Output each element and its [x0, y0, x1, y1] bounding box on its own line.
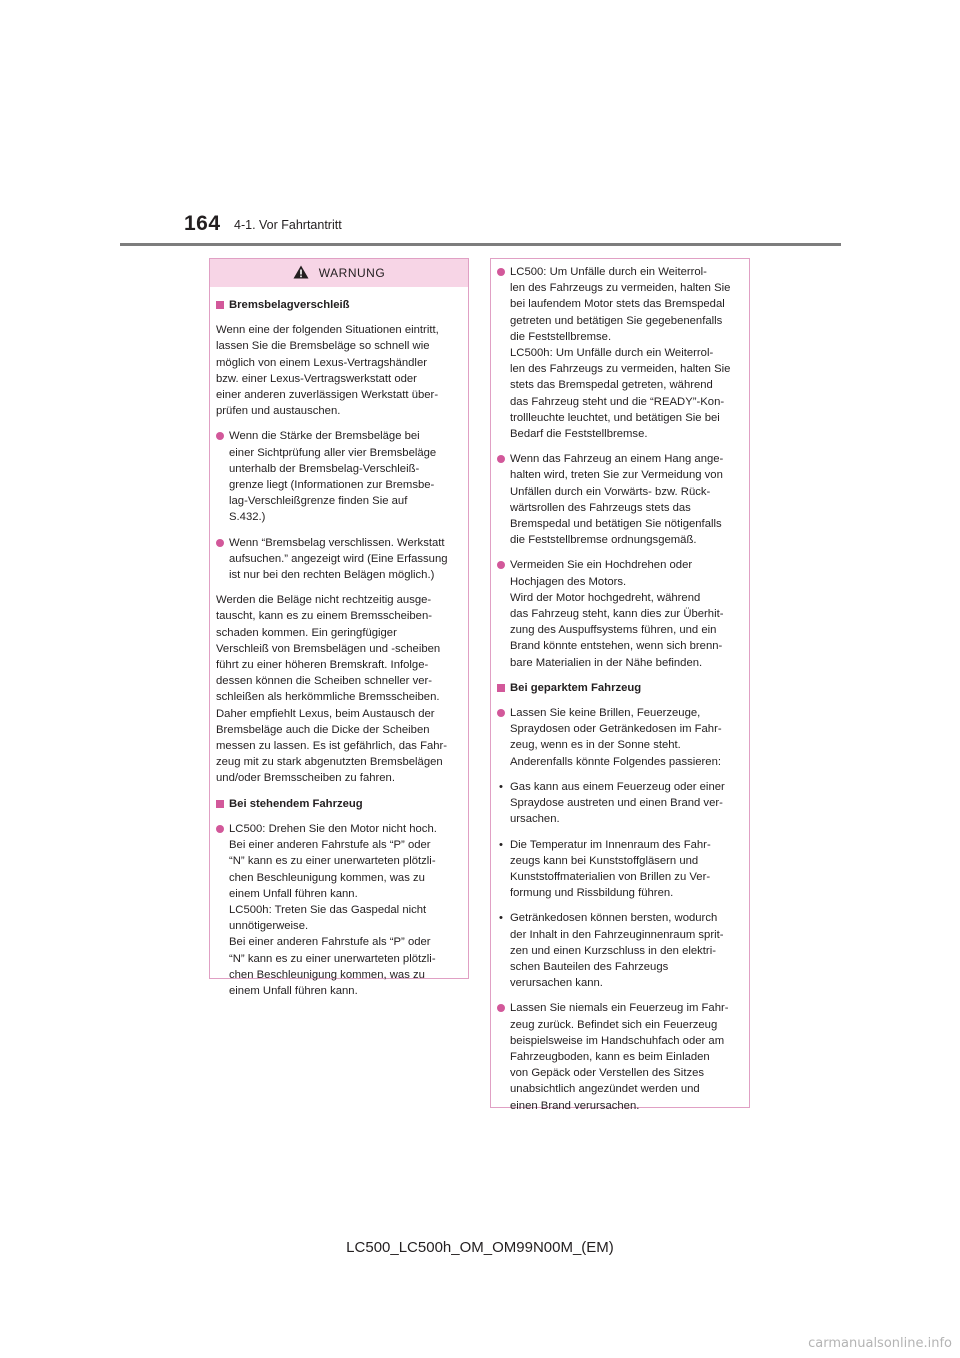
text-line: Spraydose austreten und einen Brand ver- [510, 797, 723, 810]
text-line: Hochjagen des Motors. [510, 575, 627, 588]
text-line: Wenn eine der folgenden Situationen eintritt, [216, 324, 439, 337]
text-line: Brand könnte entstehen, wenn sich brenn- [510, 640, 723, 653]
paragraph [216, 592, 462, 786]
text-line: Wenn die Stärke der Bremsbeläge bei [229, 430, 420, 443]
text-line: zeug, wenn es in der Sonne steht. [510, 739, 681, 752]
text-line: ursachen. [510, 813, 560, 826]
text-line: ist nur bei den rechten Belägen möglich.) [229, 569, 435, 582]
sub-bullet-item [497, 910, 743, 991]
text-line: schleißen als herkömmliche Bremsscheiben. [216, 691, 440, 704]
text-line: Wenn das Fahrzeug an einem Hang ange- [510, 453, 724, 466]
text-line: Unfällen durch ein Vorwärts- bzw. Rück- [510, 485, 711, 498]
text-line: unnötigerweise. [229, 920, 309, 933]
text-line: möglich von einem Lexus-Vertragshändler [216, 356, 427, 369]
text-line: Daher empfiehlt Lexus, beim Austausch der [216, 707, 435, 720]
text-line: unterhalb der Bremsbelag-Verschleiß- [229, 462, 420, 475]
text-line: einem Unfall führen kann. [229, 984, 358, 997]
sub-bullet-item [497, 779, 743, 828]
text-line: zen und einen Kurzschluss in den elektri- [510, 944, 716, 957]
text-line: Werden die Beläge nicht rechtzeitig ausge- [216, 594, 432, 607]
bullet-item [216, 535, 462, 584]
round-bullet-icon [497, 709, 505, 717]
text-line: Bei einer anderen Fahrstufe als “P” oder [229, 936, 431, 949]
text-line: bare Materialien in der Nähe befinden. [510, 656, 703, 669]
round-bullet-icon [497, 455, 505, 463]
bullet-item [497, 451, 743, 548]
text-line: zeug mit zu stark abgenutzten Bremsbelägen [216, 756, 443, 769]
round-bullet-icon [216, 825, 224, 833]
small-dot-icon: • [499, 912, 503, 925]
text-line: formung und Rissbildung führen. [510, 887, 674, 900]
text-line: chen Beschleunigung kommen, was zu [229, 871, 425, 884]
bullet-item [497, 705, 743, 770]
text-line: verursachen kann. [510, 977, 603, 990]
text-line: len des Fahrzeugs zu vermeiden, halten Sie [510, 282, 731, 295]
text-line: aufsuchen.” angezeigt wird (Eine Erfassung [229, 552, 448, 565]
text-line: trollleuchte leuchtet, und betätigen Sie bei [510, 411, 720, 424]
text-line: schen Bauteilen des Fahrzeugs [510, 960, 669, 973]
warning-content-right [491, 259, 749, 1114]
text-line: lassen Sie die Bremsbeläge so schnell wie [216, 340, 430, 353]
warning-triangle-icon [293, 265, 309, 282]
square-bullet-icon [497, 684, 505, 692]
text-line: schaden kommen. Ein geringfügiger [216, 626, 397, 639]
text-line: Bei einer anderen Fahrstufe als “P” oder [229, 839, 431, 852]
text-line: “N” kann es zu einer unerwarteten plötzli- [229, 855, 436, 868]
text-line: und/oder Bremsscheiben zu fahren. [216, 772, 395, 785]
text-line: S.432.) [229, 511, 266, 524]
bullet-item [497, 264, 743, 442]
text-line: der Inhalt in den Fahrzeuginnenraum sprit- [510, 928, 724, 941]
text-line: messen zu lassen. Es ist gefährlich, das Fahr- [216, 740, 448, 753]
subheading-parked: Bei geparktem Fahrzeug [497, 680, 743, 696]
text-line: Anderenfalls könnte Folgendes passieren: [510, 755, 722, 768]
warning-box-left [209, 258, 469, 997]
text-line: beispielsweise im Handschuhfach oder am [510, 1034, 725, 1047]
text-line: Gas kann aus einem Feuerzeug oder einer [510, 780, 725, 793]
round-bullet-icon [497, 561, 505, 569]
text-line: “N” kann es zu einer unerwarteten plötzli- [229, 952, 436, 965]
text-line: Getränkedosen können bersten, wodurch [510, 912, 718, 925]
text-line: Lassen Sie niemals ein Feuerzeug im Fahr- [510, 1002, 729, 1015]
text-line: einer Sichtprüfung aller vier Bremsbeläge [229, 446, 437, 459]
bullet-item [216, 428, 462, 525]
text-line: die Feststellbremse. [510, 330, 612, 343]
text-line: prüfen und austauschen. [216, 405, 341, 418]
text-line: zeug zurück. Befindet sich ein Feuerzeug [510, 1018, 718, 1031]
text-line: Lassen Sie keine Brillen, Feuerzeuge, [510, 707, 701, 720]
text-line: einem Unfall führen kann. [229, 887, 358, 900]
text-line: Die Temperatur im Innenraum des Fahr- [510, 838, 711, 851]
subheading-stationary: Bei stehendem Fahrzeug [216, 796, 462, 812]
text-line: zung des Auspuffsystems führen, und ein [510, 624, 717, 637]
small-dot-icon: • [499, 838, 503, 851]
text-line: chen Beschleunigung kommen, was zu [229, 968, 425, 981]
text-line: LC500: Drehen Sie den Motor nicht hoch. [229, 822, 437, 835]
text-line: Wird der Motor hochgedreht, während [510, 591, 701, 604]
page-number: 164 [184, 212, 221, 235]
footer-code: LC500_LC500h_OM_OM99N00M_(EM) [346, 1239, 614, 1256]
text-line: lag-Verschleißgrenze finden Sie auf [229, 495, 408, 508]
warning-content-left [210, 287, 468, 999]
bullet-item [216, 821, 462, 999]
warning-header [210, 259, 468, 287]
text-line: Vermeiden Sie ein Hochdrehen oder [510, 559, 693, 572]
text-line: Fahrzeugboden, kann es beim Einladen [510, 1050, 710, 1063]
text-line: len des Fahrzeugs zu vermeiden, halten Sie [510, 363, 731, 376]
text-line: Spraydosen oder Getränkedosen im Fahr- [510, 723, 722, 736]
text-line: bzw. einer Lexus-Vertragswerkstatt oder [216, 372, 417, 385]
text-line: die Feststellbremse ordnungsgemäß. [510, 534, 697, 547]
text-line: von Gepäck oder Verstellen des Sitzes [510, 1067, 705, 1080]
text-line: bei laufendem Motor stets das Bremspedal [510, 298, 725, 311]
text-line: einer anderen zuverlässigen Werkstatt über- [216, 389, 439, 402]
text-line: tauscht, kann es zu einem Bremsscheiben- [216, 610, 433, 623]
sub-bullet-item [497, 837, 743, 902]
text-line: einen Brand verursachen. [510, 1099, 640, 1112]
text-line: LC500h: Treten Sie das Gaspedal nicht [229, 903, 427, 916]
text-line: Verschleiß von Bremsbelägen und -scheiben [216, 642, 441, 655]
text-line: führt zu einer höheren Bremskraft. Infolge- [216, 659, 429, 672]
text-line: Bremspedal und betätigen Sie nötigenfalls [510, 518, 722, 531]
paragraph [216, 322, 462, 419]
small-dot-icon: • [499, 780, 503, 793]
square-bullet-icon [216, 301, 224, 309]
text-line: dessen können die Scheiben schneller ver- [216, 675, 433, 688]
text-line: LC500: Um Unfälle durch ein Weiterrol- [510, 266, 707, 278]
warning-title: WARNUNG [318, 266, 386, 280]
round-bullet-icon [216, 432, 224, 440]
round-bullet-icon [497, 268, 505, 276]
text-line: Bremsbeläge auch die Dicke der Scheiben [216, 723, 430, 736]
round-bullet-icon [216, 539, 224, 547]
watermark: carmanualsonline.info [808, 1336, 952, 1351]
text-line: grenze liegt (Informationen zur Bremsbe- [229, 479, 435, 492]
text-line: Bedarf die Feststellbremse. [510, 428, 648, 441]
text-line: getreten und betätigen Sie gegebenenfalls [510, 314, 723, 327]
section-title: 4-1. Vor Fahrtantritt [234, 218, 342, 232]
header-rule [120, 243, 841, 246]
warning-box-right [490, 258, 750, 1112]
text-line: das Fahrzeug steht und die “READY”-Kon- [510, 395, 725, 408]
round-bullet-icon [497, 1004, 505, 1012]
square-bullet-icon [216, 800, 224, 808]
text-line: Kunststoffmaterialien von Brillen zu Ver- [510, 870, 711, 883]
text-line: wärtsrollen des Fahrzeugs stets das [510, 501, 691, 514]
text-line: halten wird, treten Sie zur Vermeidung von [510, 469, 723, 482]
text-line: unabsichtlich angezündet werden und [510, 1083, 700, 1096]
bullet-item [497, 1000, 743, 1113]
text-line: Wenn “Bremsbelag verschlissen. Werkstatt [229, 536, 445, 549]
subheading-brake-wear: Bremsbelagverschleiß [216, 297, 462, 313]
text-line: stets das Bremspedal getreten, während [510, 379, 713, 392]
bullet-item [497, 557, 743, 670]
text-line: LC500h: Um Unfälle durch ein Weiterrol- [510, 347, 714, 360]
text-line: zeugs kann bei Kunststoffgläsern und [510, 854, 699, 867]
text-line: das Fahrzeug steht, kann dies zur Überhit- [510, 608, 724, 621]
